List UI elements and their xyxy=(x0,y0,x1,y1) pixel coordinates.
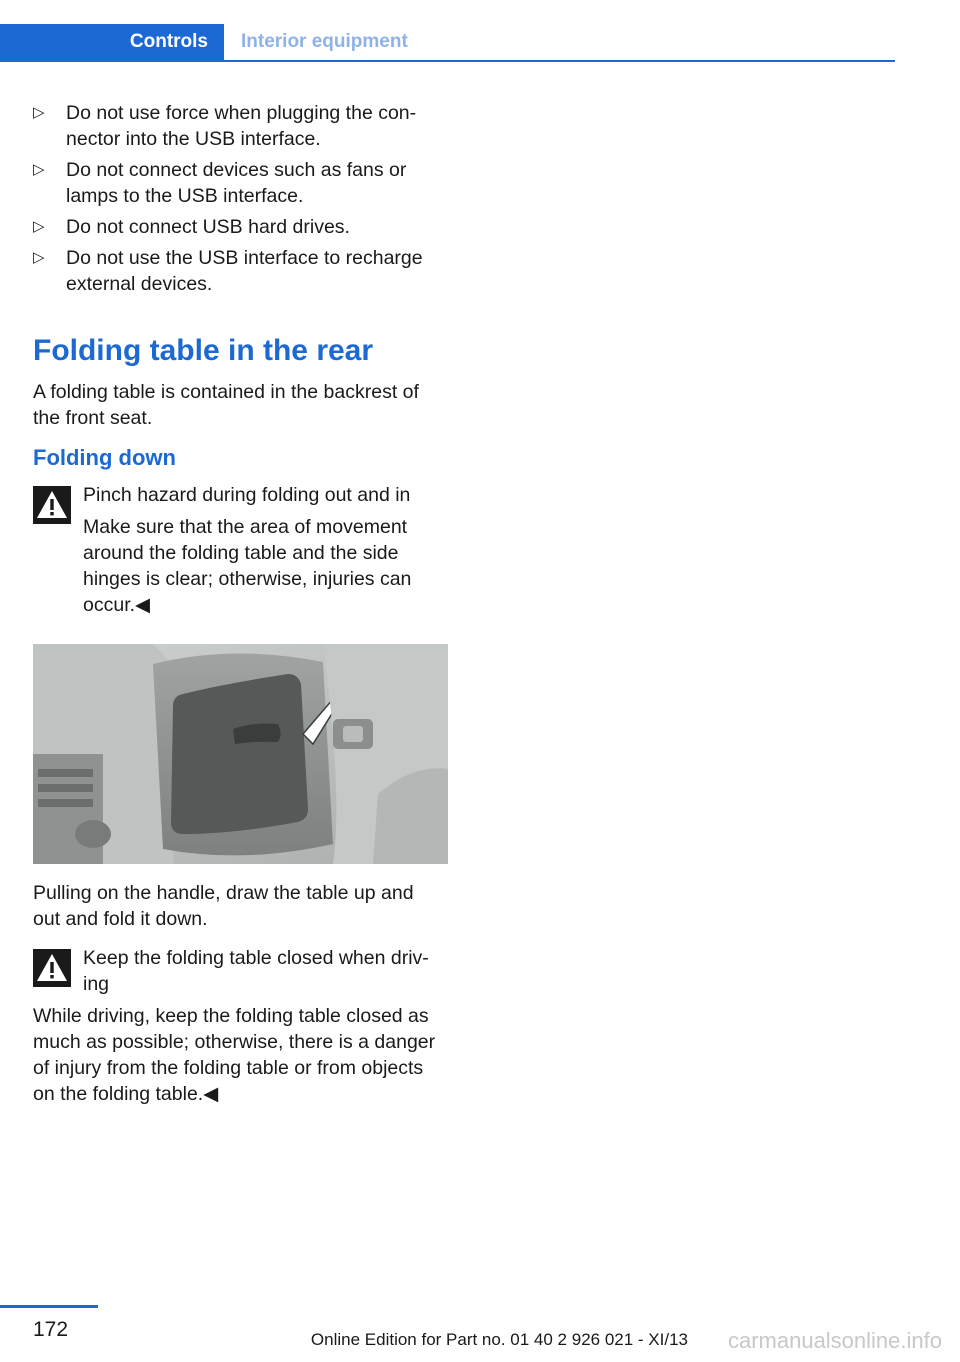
chapter-tab-controls[interactable]: Controls xyxy=(0,24,224,60)
list-item-text: Do not use the USB interface to recharge external devices. xyxy=(66,247,423,295)
triangle-bullet-icon: ▷ xyxy=(33,218,45,235)
warning-block xyxy=(33,945,443,1107)
list-item-text: Do not use force when plugging the con‐ nector into the USB interface. xyxy=(66,102,417,150)
triangle-bullet-icon: ▷ xyxy=(33,104,45,121)
triangle-bullet-icon: ▷ xyxy=(33,161,45,178)
section-intro: A folding table is contained in the backrest of the front seat. xyxy=(33,381,419,429)
chapter-tab-interior-equipment[interactable]: Interior equipment xyxy=(241,31,408,52)
list-item xyxy=(33,100,443,152)
warning-text: While driving, keep the folding table closed as much as possible; otherwise, there is a danger of injury from the folding table or from objects on the folding table.◀ xyxy=(33,1005,436,1105)
triangle-bullet-icon: ▷ xyxy=(33,249,45,266)
page-header xyxy=(0,24,895,62)
edition-note: Online Edition for Part no. 01 40 2 926 021 - XI/13 xyxy=(310,1330,688,1349)
warning-triangle-icon xyxy=(33,949,71,987)
warning-body xyxy=(33,514,443,618)
footer-divider xyxy=(0,1305,98,1308)
watermark: carmanualsonline.info xyxy=(727,1328,942,1353)
list-item xyxy=(33,157,443,209)
warning-block xyxy=(33,482,443,618)
photo-caption: Pulling on the handle, draw the table up and out and fold it down. xyxy=(33,882,414,930)
subsection-title: Folding down xyxy=(33,445,176,470)
warning-body xyxy=(33,1003,443,1107)
warning-triangle-icon xyxy=(33,486,71,524)
warning-title: Pinch hazard during folding out and in xyxy=(83,484,411,506)
warning-title: Keep the folding table closed when driv‐ ing xyxy=(83,947,429,995)
content-column xyxy=(33,100,443,1119)
list-item-text: Do not connect devices such as fans or lamps to the USB interface. xyxy=(66,159,407,207)
folding-table-photo xyxy=(33,644,448,864)
list-item xyxy=(33,214,443,240)
section-title: Folding table in the rear xyxy=(33,334,374,367)
header-divider xyxy=(0,60,895,62)
list-item xyxy=(33,245,443,297)
warning-text: Make sure that the area of movement around the folding table and the side hinges is clear; otherwise, injuries can occur.◀ xyxy=(83,516,412,616)
page-number: 172 xyxy=(33,1318,69,1341)
list-item-text: Do not connect USB hard drives. xyxy=(66,216,350,238)
